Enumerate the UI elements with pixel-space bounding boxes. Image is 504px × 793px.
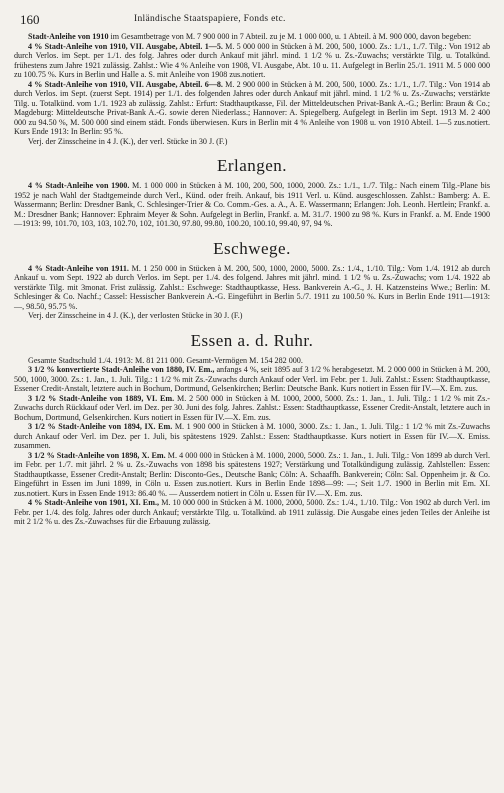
paragraph xyxy=(14,42,490,80)
paragraph-text: M. 1 000 000 in Stücken à M. 100, 200, 500, 1000, 2000. Zs.: 1./1., 1./7. Tilg.: Nach einem Tilg.-Plane bis 1952 je nach Wahl der Stadtgemeinde durch Verl., Künd. oder freih. Ankauf, bis 1911 Verl. u. Künd. ausgeschlossen. Zahlst.: Bamberg: A. E. Wassermann; Berlin: Dresdner Bank, C. Schlesinger-Trier & Co. Comm.-Ges. a. A., A. E. Wassermann; Erlangen: Joh. Leonh. Hertlein; Frankf. a. M.: Dresdner Bank; Hannover: Ephraim Meyer & Sohn. Aufgelegt in Berlin, Frankf. a. M. 31./7. 1900 zu 98 %. Kurs in Frankf. a. M. Ende 1900—1913: 99, 101.70, 103, 103, 102.70, 102, 101.30, 97.80, 99.80, 100.20, 100.10, 99.40, 97, 94 %. xyxy=(14,181,490,228)
paragraph-lead: 3 1/2 % Stadt-Anleihe von 1889, VI. Em. xyxy=(28,393,175,403)
paragraph-lead: 4 % Stadt-Anleihe von 1901, XI. Em., xyxy=(28,498,159,507)
paragraph xyxy=(14,32,490,42)
paragraph-lead: Stadt-Anleihe von 1910 xyxy=(28,32,109,41)
paragraph-text: M. 2 900 000 in Stücken à M. 200, 500, 1000. Zs.: 1./1., 1./7. Tilg.: Von 1914 ab durch Verlos. im Sept. (zuerst Sept. 1914) per 1./1. des folgenden Jahres oder durch Ankauf mit jährl. mind. 1 1/2 % u. Zs.-Zuwachs; verstärkte Tilg. u. Totalkünd. vom 1./1. 1923 ab zulässig. Zahlst.: Erfurt: Stadthauptkasse, Fil. der Mitteldeutschen Privat-Bank A.-G.; Berlin: Braun & Co.; Magdeburg: Mitteldeutsche Privat-Bank A.-G. sowie deren Niederlass.; Hannover: A. Spiegelberg. Aufgelegt in Berlin im Sept. 1913 M. 2 400 000 zu 94.50 %, M. 500 000 sind einem städt. Fonds überwiesen. Kurs in Berlin mit 4 % Anleihe von 1908 u. von 1910 Abteil. 1—5 zus.notiert. Kurs Ende 1913: In Berlin: 95 %. xyxy=(14,79,490,136)
paragraph-text: M. 2 500 000 in Stücken à M. 1000, 2000, 5000. Zs.: 1. Jan., 1. Juli. Tilg.: 1 1/2 % mit Zs.-Zuwachs durch Rückkauf oder Verl. im Dez. per 30. Juni des folg. Jahres. Zahlst.: Essen: Stadthauptkasse, Essener Credit-Anstalt, letztere auch in Bochum, Dortmund, Gelsenkirchen. Kurs notiert in Essen für IV.—X. Em. zus. xyxy=(14,393,490,422)
paragraph xyxy=(14,498,490,527)
paragraph-text: M. 4 000 000 in Stücken à M. 1000, 2000, 5000. Zs.: 1. Jan., 1. Juli. Tilg.: Von 1899 ab durch Verl. im Febr. per 1./7. mit jährl. 2 % u. Zs.-Zuwachs von 1898 bis spätestens 1927; Verstärkung und Totalkündigung zulässig. Zahlstellen: Essen: Stadthauptkasse, Essener Credit-Anstalt; Berlin: Disconto-Ges., Deutsche Bank; Cöln: A. Schaaffh. Bankverein; Cöln: Sal. Oppenheim jr. & Co. Eingeführt in Essen im Juni 1899, in Cöln u. Essen zus.notiert. Kurs in Berlin Ende 1898—99: —; Seit 1./7. 1900 in Berlin mit Em. XI. zus.notiert. Kurs in Essen Ende 1913: 86.40 %. — Ausserdem notiert in Cöln u. Essen für IV.—X. Em. zus. xyxy=(14,450,490,498)
page-number: 160 xyxy=(20,12,40,27)
paragraph-lead: 3 1/2 % Stadt-Anleihe von 1898, X. Em. xyxy=(28,450,166,460)
paragraph-text: M. 5 000 000 in Stücken à M. 200, 500, 1000. Zs.: 1./1., 1./7. Tilg.: Von 1912 ab durch Verlos. im Sept. per 1./1. des folg. Jahres oder durch Ankauf mit jährl. mind. 1 1/2 % u. Zs.-Zuwachs; verstärkte Tilg. u. Totalkünd. frühestens zum Jahre 1921 zulässig. Zahlst.: Wie 4 % Anleihe von 1908, VI. Ausgabe, Abt. 10 u. 11. Aufgelegt in Berlin 25./1. 1911 M. 5 000 000 zu 100.75 %. Kurs in Berlin und Halle a. S. mit Anleihe von 1908 zus.notiert. xyxy=(14,41,490,79)
note xyxy=(14,356,490,366)
page-header xyxy=(14,8,490,30)
paragraph-lead: 4 % Stadt-Anleihe von 1900. xyxy=(28,181,130,190)
carryover-section xyxy=(14,32,490,146)
note xyxy=(14,311,490,321)
paragraph-text: anfangs 4 %, seit 1895 auf 3 1/2 % herabgesetzt. M. 2 000 000 in Stücken à M. 200, 500, 1000, 3000. Zs.: 1. Jan., 1. Juli. Tilg.: 1 1/2 % mit Zs.-Zuwachs durch Ankauf oder Verl. im Febr. per 1. Juli. Zahlst.: Essen: Stadthauptkasse, Essener Credit-Anstalt, letztere auch in Bochum, Dortmund, Gelsenkirchen; Berlin: Deutsche Bank. Kurs notiert in Essen für IV.—X. Em. zus. xyxy=(14,365,490,393)
paragraph-text: M. 1 250 000 in Stücken à M. 200, 500, 1000, 2000, 5000. Zs.: 1./4., 1./10. Tilg.: Vom 1./4. 1912 ab durch Ankauf u. vom Sept. 1922 ab durch Verlos. im Sept. per 1./4. des folgend. Jahres mit jährl. mind. 1 1/2 % u. Zs.-Zuwachs; vom 1./4. 1922 ab verstärkte Tilg. mit 3monat. Frist zulässig. Zahlst.: Eschwege: Stadthauptkasse, Hess. Bankverein A.-G., J. H. Katzensteins Wwe.; Berlin: M. Schlesinger & Co. Nachf.; Cassel: Hessischer Bankverein A.-G. Eingeführt in Berlin 5./7. 1911 zu 100.50 %. Kurs in Berlin Ende 1911—1913: —, 98.50, 95.75 %. xyxy=(14,263,490,311)
note-text: Verj. der Zinsscheine in 4 J. (K.), der verl. Stücke in 30 J. (F.) xyxy=(28,136,228,146)
paragraph xyxy=(14,422,490,451)
section-heading-erlangen: Erlangen. xyxy=(216,156,288,175)
paragraph xyxy=(14,264,490,312)
paragraph-lead: 3 1/2 % Stadt-Anleihe von 1894, IX. Em. xyxy=(28,422,173,431)
paragraph xyxy=(14,394,490,423)
paragraph-lead: 4 % Stadt-Anleihe von 1910, VII. Ausgabe, Abteil. 6—8. xyxy=(28,79,223,89)
section-heading-eschwege: Eschwege. xyxy=(213,238,291,258)
paragraph-text: im Gesamtbetrage von M. 7 900 000 in 7 Abteil. zu je M. 1 000 000, u. 1 Abteil. à M. 900 000, davon begeben: xyxy=(108,32,472,41)
paragraph-lead: 4 % Stadt-Anleihe von 1911. xyxy=(28,263,129,273)
paragraph xyxy=(14,80,490,137)
paragraph-lead: 3 1/2 % konvertierte Stadt-Anleihe von 1880, IV. Em., xyxy=(28,365,215,374)
paragraph xyxy=(14,181,490,229)
note-text: Verj. der Zinsscheine in 4 J. (K.), der verlosten Stücke in 30 J. (F.) xyxy=(28,311,243,320)
paragraph-text: M. 10 000 000 in Stücken à M. 1000, 2000, 5000. Zs.: 1./4., 1./10. Tilg.: Von 1902 ab durch Verl. im Febr. per 1./4. des folg. Jahres oder durch Ankauf; verstärkte Tilg. u. Totalkünd. ab 1911 zulässig. Die Ausgabe eines jeden Teiles der Anleihe ist mit 2 1/2 % u. des Zs.-Zuwachses für die Erbauung zulässig. xyxy=(14,498,490,526)
paragraph-text: M. 1 900 000 in Stücken à M. 1000, 3000. Zs.: 1. Jan., 1. Juli. Tilg.: 1 1/2 % mit Zs.-Zuwachs durch Ankauf oder Verl. im Dez. per 1. Juli, bis spätestens 1929. Zahlst.: Essen: Stadthauptkasse. Kurs notiert in Essen für IV.—X. Emiss. zusammen. xyxy=(14,422,490,450)
running-title: Inländische Staatspapiere, Fonds etc. xyxy=(134,14,286,24)
note xyxy=(14,137,490,147)
note-text: Gesamte Stadtschuld 1./4. 1913: M. 81 211 000. Gesamt-Vermögen M. 154 282 000. xyxy=(28,355,303,365)
paragraph xyxy=(14,365,490,394)
section-heading-essen: Essen a. d. Ruhr. xyxy=(190,330,314,350)
paragraph-lead: 4 % Stadt-Anleihe von 1910, VII. Ausgabe, Abteil. 1—5. xyxy=(28,41,223,51)
paragraph xyxy=(14,451,490,499)
